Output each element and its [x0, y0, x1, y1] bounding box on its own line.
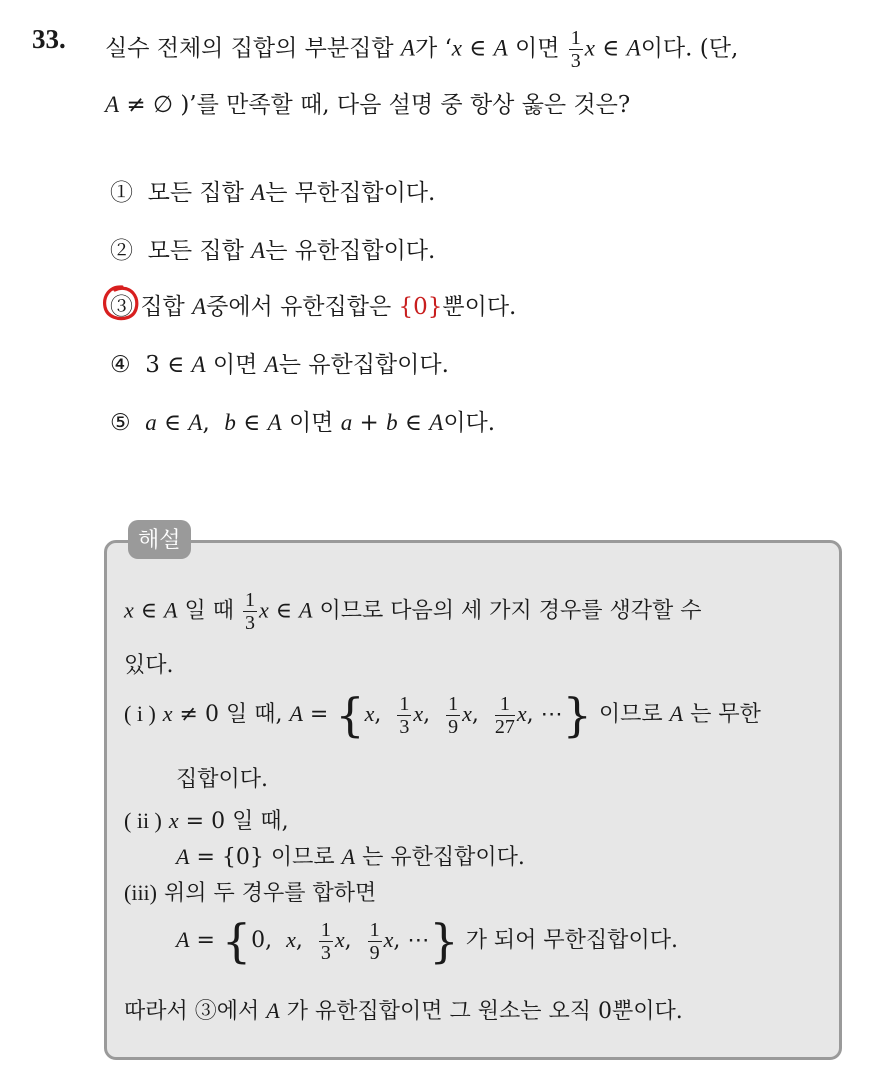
solution-line-1: x ∈ A 일 때 $\frac{1}{3}$ x ∈ A 이므로 다음의 세 가지 경우를 생각할 수: [124, 589, 702, 634]
fraction-one-third: $\frac{1}{3}$: [570, 27, 581, 72]
solution-case-2: ( ii ) x = 0 일 때,: [124, 808, 289, 834]
solution-case-1: ( i ) x ≠ 0 일 때, A = {x, $\frac{1}{3}$ x, $\frac{1}{9}$ x, $\frac{1}{27}$ x, ⋯} 이므로 A 는 무한: [124, 688, 761, 742]
question-number: 33.: [32, 24, 66, 54]
option-4[interactable]: ④ 3 ∈ A 이면 A는 유한집합이다.: [110, 352, 449, 378]
option-2[interactable]: ② 모든 집합 A는 유한집합이다.: [110, 238, 436, 264]
solution-case-3-result: A = {0, x, $\frac{1}{3}$ x, $\frac{1}{9}$ x, ⋯} 가 되어 무한집합이다.: [176, 914, 678, 968]
solution-line-2: 있다.: [124, 653, 174, 678]
option-5[interactable]: ⑤ a ∈ A, b ∈ A 이면 a + b ∈ A이다.: [110, 410, 496, 436]
option-1[interactable]: ① 모든 집합 A는 무한집합이다.: [110, 180, 436, 206]
solution-conclusion: 따라서 ③에서 A 가 유한집합이면 그 원소는 오직 0뿐이다.: [124, 998, 683, 1024]
solution-case-3: (iii) 위의 두 경우를 합하면: [124, 880, 377, 906]
option-3[interactable]: ③ 집합 A중에서 유한집합은 {0}뿐이다.: [110, 294, 517, 320]
solution-tag: 해설: [128, 520, 191, 559]
question-stem-line-1: 실수 전체의 집합의 부분집합 A가 ‘x ∈ A 이면 $\frac{1}{3}$ x ∈ A이다. (단,: [105, 27, 739, 72]
solution-case-1-cont: 집합이다.: [176, 767, 269, 792]
question-stem-line-2: A ≠ ∅ )’를 만족할 때, 다음 설명 중 항상 옳은 것은?: [105, 92, 631, 118]
solution-case-2-result: A = {0} 이므로 A 는 유한집합이다.: [176, 844, 525, 870]
highlight-set-zero: {0}: [398, 294, 443, 320]
